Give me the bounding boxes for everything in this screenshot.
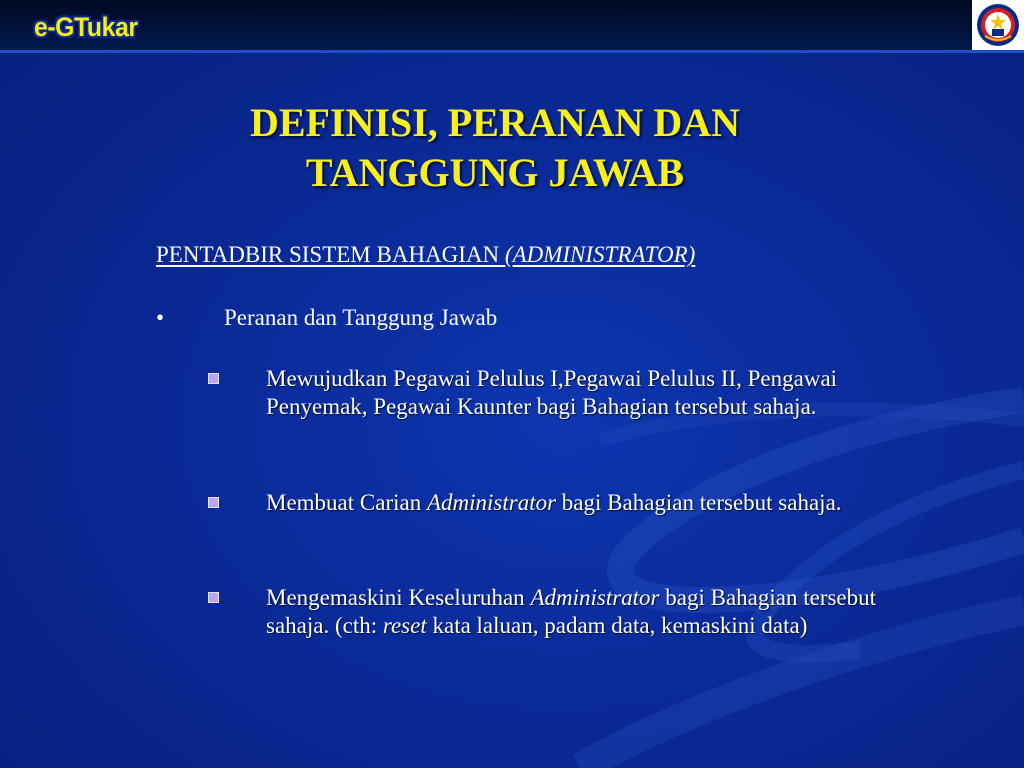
square-bullet-icon	[208, 373, 219, 384]
list-item-text-part: bagi Bahagian tersebut sahaja.	[556, 490, 842, 515]
list-item-italic-text: Administrator	[426, 490, 557, 515]
list-item-text	[266, 489, 908, 517]
list-item-italic-text: Administrator	[530, 585, 660, 610]
list-item	[208, 489, 908, 517]
slide-title-line-1: DEFINISI, PERANAN DAN	[249, 100, 741, 145]
slide-title-line-2: TANGGUNG JAWAB	[305, 150, 685, 195]
list-item-text-part: kata laluan, padam data, kemaskini data)	[426, 613, 808, 638]
list-item	[208, 584, 908, 640]
list-item-text-part: Mengemaskini Keseluruhan	[266, 585, 531, 610]
main-bullet	[156, 305, 497, 331]
section-subtitle	[156, 242, 695, 268]
subtitle-text: PENTADBIR SISTEM BAHAGIAN	[156, 242, 505, 267]
list-item-text	[266, 584, 908, 640]
header-bar	[0, 0, 1024, 53]
list-item	[208, 365, 908, 421]
list-item-text-part: Membuat Carian	[266, 490, 427, 515]
list-item-text: Mewujudkan Pegawai Pelulus I,Pegawai Pelulus II, Pengawai Penyemak, Pegawai Kaunter bagi Bahagian tersebut sahaja.	[266, 366, 838, 419]
slide-title	[130, 98, 860, 198]
square-bullet-icon	[208, 592, 219, 603]
list-item-italic-text: reset	[382, 613, 427, 638]
subtitle-italic-text: (ADMINISTRATOR)	[504, 242, 696, 267]
list-item-text-part: bagi Bahagian tersebut sahaja. (cth:	[266, 585, 877, 638]
square-bullet-icon	[208, 497, 219, 508]
brand-logo-text: e-GTukar	[34, 12, 138, 42]
bullet-dot: •	[156, 305, 165, 330]
government-crest-icon	[972, 0, 1024, 50]
main-bullet-text: Peranan dan Tanggung Jawab	[224, 305, 498, 330]
